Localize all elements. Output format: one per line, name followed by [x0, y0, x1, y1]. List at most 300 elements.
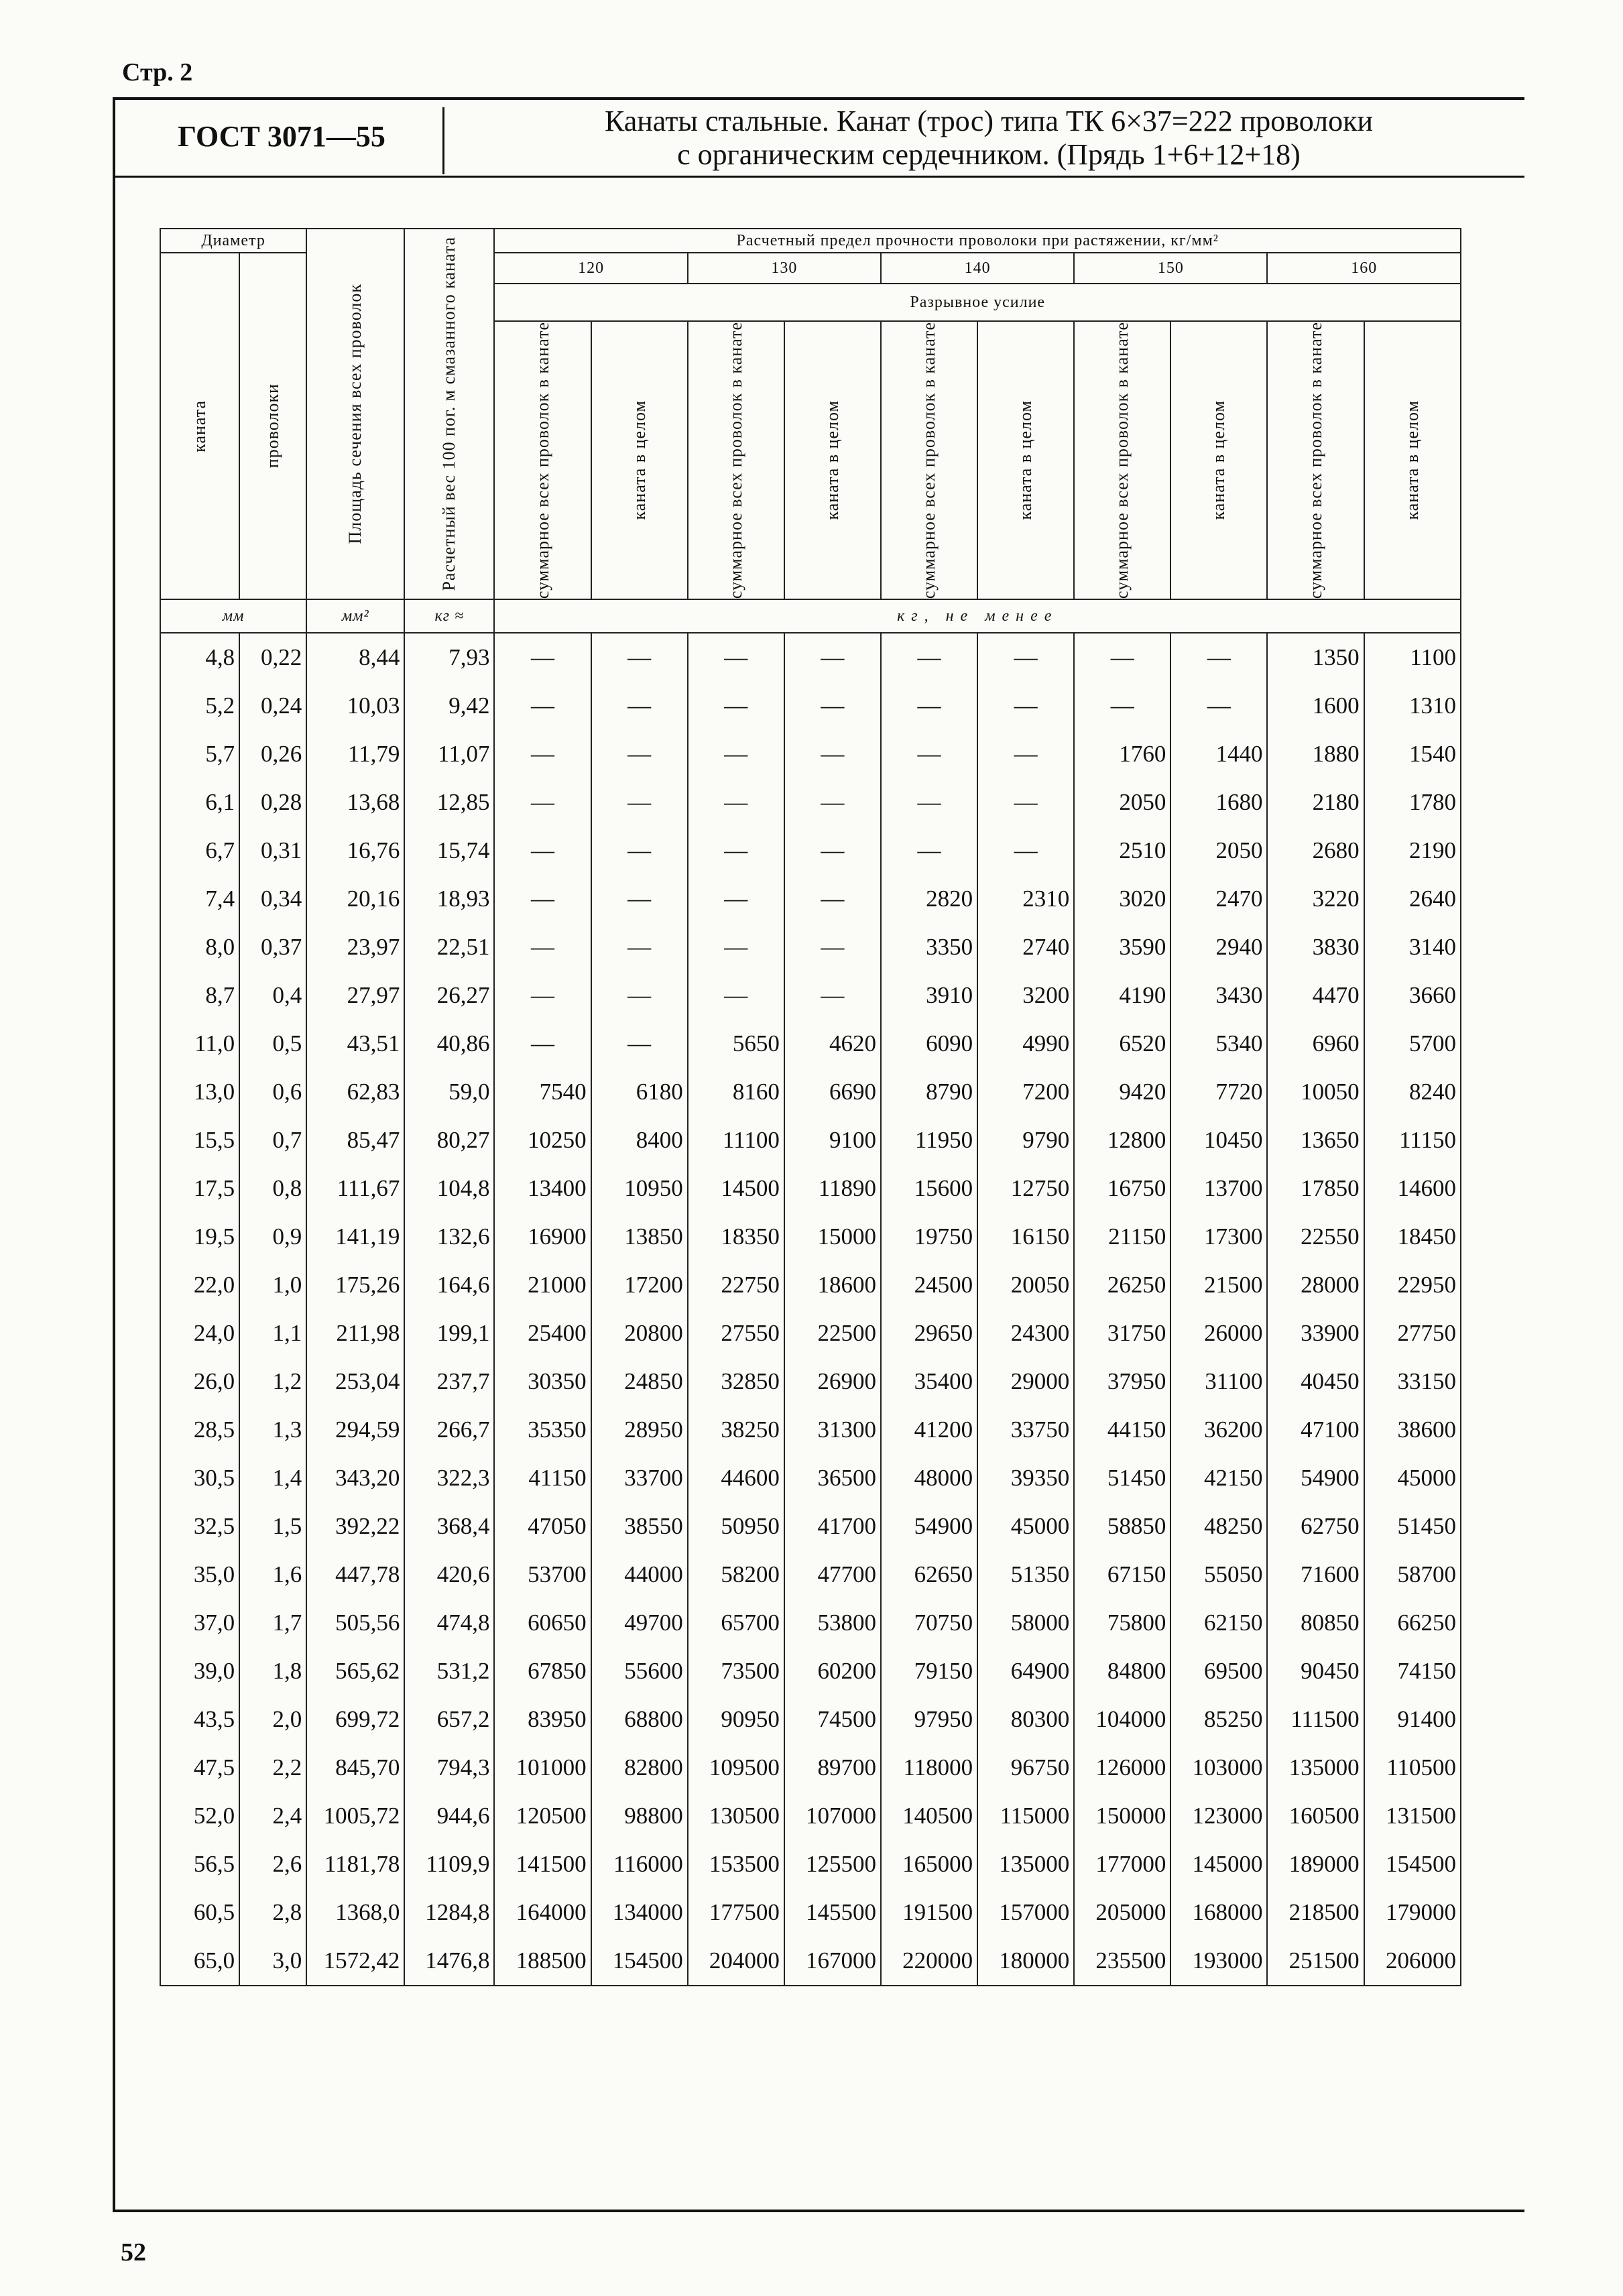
- table-cell: 16900: [494, 1213, 591, 1261]
- table-cell: 20050: [977, 1261, 1074, 1309]
- table-cell: 55050: [1170, 1551, 1267, 1599]
- table-row: [160, 1357, 1461, 1406]
- table-cell: 3220: [1267, 875, 1364, 923]
- table-row: [160, 1261, 1461, 1309]
- table-cell: —: [494, 633, 591, 682]
- area-header: Площадь сечения всех проволок: [306, 229, 404, 599]
- table-cell: 218500: [1267, 1888, 1364, 1937]
- table-cell: —: [784, 923, 881, 971]
- table-cell: 2820: [881, 875, 977, 923]
- table-cell: 58700: [1364, 1551, 1461, 1599]
- table-cell: 125500: [784, 1840, 881, 1888]
- table-cell: 38600: [1364, 1406, 1461, 1454]
- table-cell: 3350: [881, 923, 977, 971]
- table-cell: 1,6: [239, 1551, 306, 1599]
- table-cell: 5700: [1364, 1020, 1461, 1068]
- table-cell: 794,3: [404, 1744, 494, 1792]
- table-cell: 164000: [494, 1888, 591, 1937]
- table-cell: 39,0: [160, 1647, 239, 1695]
- table-cell: —: [977, 682, 1074, 730]
- table-cell: 82800: [591, 1744, 688, 1792]
- table-cell: 11,79: [306, 730, 404, 778]
- table-cell: 19,5: [160, 1213, 239, 1261]
- table-cell: 160500: [1267, 1792, 1364, 1840]
- table-row: [160, 1599, 1461, 1647]
- table-cell: 71600: [1267, 1551, 1364, 1599]
- table-cell: —: [688, 730, 784, 778]
- table-cell: 1780: [1364, 778, 1461, 827]
- table-cell: 1109,9: [404, 1840, 494, 1888]
- table-cell: 60,5: [160, 1888, 239, 1937]
- table-cell: 3200: [977, 971, 1074, 1020]
- table-cell: 31100: [1170, 1357, 1267, 1406]
- table-cell: 24300: [977, 1309, 1074, 1357]
- table-cell: 58000: [977, 1599, 1074, 1647]
- table-row: [160, 730, 1461, 778]
- table-cell: —: [494, 1020, 591, 1068]
- table-cell: 191500: [881, 1888, 977, 1937]
- table-cell: 14500: [688, 1164, 784, 1213]
- table-cell: 44150: [1074, 1406, 1170, 1454]
- table-cell: 62,83: [306, 1068, 404, 1116]
- table-cell: 237,7: [404, 1357, 494, 1406]
- table-cell: 5,7: [160, 730, 239, 778]
- table-cell: 37,0: [160, 1599, 239, 1647]
- diameter-header: Диаметр: [160, 229, 306, 253]
- table-cell: 84800: [1074, 1647, 1170, 1695]
- rope-whole-120: каната в целом: [591, 321, 688, 599]
- table-cell: 1,7: [239, 1599, 306, 1647]
- table-cell: 6180: [591, 1068, 688, 1116]
- table-cell: 109500: [688, 1744, 784, 1792]
- table-row: [160, 1695, 1461, 1744]
- table-cell: 1,5: [239, 1502, 306, 1551]
- table-cell: 20800: [591, 1309, 688, 1357]
- table-cell: 220000: [881, 1937, 977, 1986]
- table-cell: 23,97: [306, 923, 404, 971]
- table-cell: 1100: [1364, 633, 1461, 682]
- table-row: [160, 827, 1461, 875]
- table-cell: 36200: [1170, 1406, 1267, 1454]
- table-row: [160, 1116, 1461, 1164]
- table-cell: 28950: [591, 1406, 688, 1454]
- table-cell: 154500: [591, 1937, 688, 1986]
- table-cell: 8240: [1364, 1068, 1461, 1116]
- table-cell: 27550: [688, 1309, 784, 1357]
- table-cell: 7540: [494, 1068, 591, 1116]
- table-cell: 49700: [591, 1599, 688, 1647]
- table-cell: 206000: [1364, 1937, 1461, 1986]
- table-cell: 505,56: [306, 1599, 404, 1647]
- table-cell: 22500: [784, 1309, 881, 1357]
- table-cell: 6,7: [160, 827, 239, 875]
- table-cell: 4470: [1267, 971, 1364, 1020]
- table-cell: 2,0: [239, 1695, 306, 1744]
- table-cell: 4190: [1074, 971, 1170, 1020]
- table-cell: 2,8: [239, 1888, 306, 1937]
- table-cell: 51350: [977, 1551, 1074, 1599]
- table-cell: 11,07: [404, 730, 494, 778]
- table-row: [160, 778, 1461, 827]
- table-cell: 7200: [977, 1068, 1074, 1116]
- table-cell: 22750: [688, 1261, 784, 1309]
- table-cell: 3020: [1074, 875, 1170, 923]
- table-cell: 69500: [1170, 1647, 1267, 1695]
- table-cell: 97950: [881, 1695, 977, 1744]
- table-cell: 177500: [688, 1888, 784, 1937]
- table-cell: 9790: [977, 1116, 1074, 1164]
- table-cell: —: [1074, 682, 1170, 730]
- table-row: [160, 875, 1461, 923]
- table-cell: 1181,78: [306, 1840, 404, 1888]
- table-cell: 7720: [1170, 1068, 1267, 1116]
- table-cell: 2470: [1170, 875, 1267, 923]
- table-cell: 111500: [1267, 1695, 1364, 1744]
- table-cell: 12800: [1074, 1116, 1170, 1164]
- table-cell: 1284,8: [404, 1888, 494, 1937]
- table-cell: 189000: [1267, 1840, 1364, 1888]
- table-row: [160, 1937, 1461, 1986]
- table-cell: 3910: [881, 971, 977, 1020]
- table-cell: 10050: [1267, 1068, 1364, 1116]
- table-cell: 5340: [1170, 1020, 1267, 1068]
- table-cell: —: [1074, 633, 1170, 682]
- table-cell: —: [688, 923, 784, 971]
- table-cell: 845,70: [306, 1744, 404, 1792]
- table-cell: —: [1170, 633, 1267, 682]
- table-cell: 2740: [977, 923, 1074, 971]
- table-cell: —: [688, 827, 784, 875]
- table-cell: 36500: [784, 1454, 881, 1502]
- table-cell: 657,2: [404, 1695, 494, 1744]
- table-cell: 21500: [1170, 1261, 1267, 1309]
- wire-diameter-header: проволоки: [239, 253, 306, 599]
- table-cell: 392,22: [306, 1502, 404, 1551]
- table-cell: —: [784, 827, 881, 875]
- table-cell: —: [494, 778, 591, 827]
- table-cell: 47050: [494, 1502, 591, 1551]
- table-cell: 14600: [1364, 1164, 1461, 1213]
- sum-all-120: суммарное всех проволок в канате: [494, 321, 591, 599]
- table-cell: 140500: [881, 1792, 977, 1840]
- table-cell: 150000: [1074, 1792, 1170, 1840]
- table-cell: 47,5: [160, 1744, 239, 1792]
- table-cell: 19750: [881, 1213, 977, 1261]
- table-cell: 141,19: [306, 1213, 404, 1261]
- rope-whole-130: каната в целом: [784, 321, 881, 599]
- table-cell: 135000: [1267, 1744, 1364, 1792]
- table-cell: 145500: [784, 1888, 881, 1937]
- table-cell: 6520: [1074, 1020, 1170, 1068]
- table-cell: 2050: [1074, 778, 1170, 827]
- table-cell: 27750: [1364, 1309, 1461, 1357]
- rope-whole-140: каната в целом: [977, 321, 1074, 599]
- table-cell: 42150: [1170, 1454, 1267, 1502]
- table-cell: 22550: [1267, 1213, 1364, 1261]
- table-cell: 40,86: [404, 1020, 494, 1068]
- table-cell: 0,8: [239, 1164, 306, 1213]
- table-cell: 37950: [1074, 1357, 1170, 1406]
- table-cell: —: [784, 730, 881, 778]
- table-cell: 13,68: [306, 778, 404, 827]
- table-cell: —: [881, 633, 977, 682]
- table-cell: 1,4: [239, 1454, 306, 1502]
- table-cell: 60650: [494, 1599, 591, 1647]
- table-body: [160, 633, 1461, 1986]
- sum-all-130: суммарное всех проволок в канате: [688, 321, 784, 599]
- table-cell: —: [591, 1020, 688, 1068]
- table-row: [160, 1020, 1461, 1068]
- strength-header: Расчетный предел прочности проволоки при растяжении, кг/мм²: [494, 229, 1461, 253]
- table-cell: 165000: [881, 1840, 977, 1888]
- table-cell: 3140: [1364, 923, 1461, 971]
- table-cell: 25400: [494, 1309, 591, 1357]
- table-cell: 115000: [977, 1792, 1074, 1840]
- table-cell: —: [977, 633, 1074, 682]
- table-cell: 1540: [1364, 730, 1461, 778]
- table-cell: 9420: [1074, 1068, 1170, 1116]
- table-cell: 80300: [977, 1695, 1074, 1744]
- table-cell: 41700: [784, 1502, 881, 1551]
- table-cell: 13400: [494, 1164, 591, 1213]
- table-cell: 2510: [1074, 827, 1170, 875]
- table-cell: 1880: [1267, 730, 1364, 778]
- table-cell: 205000: [1074, 1888, 1170, 1937]
- table-cell: —: [494, 923, 591, 971]
- strength-130: 130: [688, 253, 881, 284]
- table-cell: 22,51: [404, 923, 494, 971]
- table-cell: 89700: [784, 1744, 881, 1792]
- table-cell: 101000: [494, 1744, 591, 1792]
- table-cell: 8160: [688, 1068, 784, 1116]
- table-cell: —: [881, 730, 977, 778]
- table-cell: 1,0: [239, 1261, 306, 1309]
- table-cell: —: [494, 875, 591, 923]
- table-cell: 33700: [591, 1454, 688, 1502]
- table-cell: 3830: [1267, 923, 1364, 971]
- table-cell: 67850: [494, 1647, 591, 1695]
- rope-whole-160: каната в целом: [1364, 321, 1461, 599]
- table-cell: 2940: [1170, 923, 1267, 971]
- table-cell: 53800: [784, 1599, 881, 1647]
- table-cell: 235500: [1074, 1937, 1170, 1986]
- table-cell: 5,2: [160, 682, 239, 730]
- table-cell: —: [591, 875, 688, 923]
- table-cell: 0,22: [239, 633, 306, 682]
- table-cell: —: [591, 827, 688, 875]
- table-cell: 11950: [881, 1116, 977, 1164]
- table-cell: 41200: [881, 1406, 977, 1454]
- unit-kg: кг ≈: [404, 599, 494, 633]
- table-cell: 0,9: [239, 1213, 306, 1261]
- table-cell: 52,0: [160, 1792, 239, 1840]
- table-cell: 17300: [1170, 1213, 1267, 1261]
- table-cell: 1310: [1364, 682, 1461, 730]
- table-cell: 85,47: [306, 1116, 404, 1164]
- table-cell: 2190: [1364, 827, 1461, 875]
- table-cell: —: [688, 778, 784, 827]
- table-cell: —: [784, 971, 881, 1020]
- table-cell: 531,2: [404, 1647, 494, 1695]
- table-cell: 131500: [1364, 1792, 1461, 1840]
- table-cell: 35350: [494, 1406, 591, 1454]
- table-cell: 11150: [1364, 1116, 1461, 1164]
- footer-rule: [113, 2210, 1524, 2212]
- table-cell: 368,4: [404, 1502, 494, 1551]
- table-cell: 18600: [784, 1261, 881, 1309]
- table-cell: 35400: [881, 1357, 977, 1406]
- table-cell: 65700: [688, 1599, 784, 1647]
- table-cell: 26,0: [160, 1357, 239, 1406]
- table-cell: —: [1170, 682, 1267, 730]
- table-cell: 4620: [784, 1020, 881, 1068]
- table-cell: 0,34: [239, 875, 306, 923]
- document-title: [456, 105, 1522, 172]
- table-cell: 30,5: [160, 1454, 239, 1502]
- table-cell: 130500: [688, 1792, 784, 1840]
- table-cell: 62150: [1170, 1599, 1267, 1647]
- unit-mm: мм: [160, 599, 306, 633]
- table-cell: 62750: [1267, 1502, 1364, 1551]
- table-cell: 8790: [881, 1068, 977, 1116]
- strength-140: 140: [881, 253, 1074, 284]
- table-cell: —: [591, 923, 688, 971]
- table-cell: 80,27: [404, 1116, 494, 1164]
- page-label: Стр. 2: [122, 58, 193, 86]
- table-cell: 73500: [688, 1647, 784, 1695]
- table-cell: 12750: [977, 1164, 1074, 1213]
- table-cell: 2050: [1170, 827, 1267, 875]
- table-cell: 11,0: [160, 1020, 239, 1068]
- table-cell: 44600: [688, 1454, 784, 1502]
- table-cell: 13700: [1170, 1164, 1267, 1213]
- table-cell: 64900: [977, 1647, 1074, 1695]
- table-cell: 65,0: [160, 1937, 239, 1986]
- table-cell: 11100: [688, 1116, 784, 1164]
- table-cell: 4990: [977, 1020, 1074, 1068]
- table-cell: 38250: [688, 1406, 784, 1454]
- table-row: [160, 923, 1461, 971]
- gost-number: ГОСТ 3071—55: [178, 120, 385, 153]
- table-cell: 1,1: [239, 1309, 306, 1357]
- sum-all-160: суммарное всех проволок в канате: [1267, 321, 1364, 599]
- table-cell: 420,6: [404, 1551, 494, 1599]
- table-cell: 2,4: [239, 1792, 306, 1840]
- unit-kg-min: кг, не менее: [494, 599, 1461, 633]
- table-cell: 33750: [977, 1406, 1074, 1454]
- table-cell: 111,67: [306, 1164, 404, 1213]
- table-cell: 0,28: [239, 778, 306, 827]
- table-cell: 47100: [1267, 1406, 1364, 1454]
- table-cell: 2180: [1267, 778, 1364, 827]
- table-cell: 16750: [1074, 1164, 1170, 1213]
- table-cell: 16150: [977, 1213, 1074, 1261]
- table-cell: 26,27: [404, 971, 494, 1020]
- table-cell: 0,26: [239, 730, 306, 778]
- table-cell: 24500: [881, 1261, 977, 1309]
- table-cell: 343,20: [306, 1454, 404, 1502]
- title-line-1: Канаты стальные. Канат (трос) типа ТК 6×37=222 проволоки: [604, 105, 1374, 137]
- table-cell: 70750: [881, 1599, 977, 1647]
- table-cell: —: [494, 827, 591, 875]
- table-row: [160, 682, 1461, 730]
- weight-header: Расчетный вес 100 пог. м смазанного каната: [404, 229, 494, 599]
- table-cell: 6,1: [160, 778, 239, 827]
- table-cell: 1005,72: [306, 1792, 404, 1840]
- table-cell: —: [784, 778, 881, 827]
- table-cell: 177000: [1074, 1840, 1170, 1888]
- table-cell: 18,93: [404, 875, 494, 923]
- table-cell: 91400: [1364, 1695, 1461, 1744]
- table-cell: 43,5: [160, 1695, 239, 1744]
- table-cell: 21000: [494, 1261, 591, 1309]
- table-cell: 26900: [784, 1357, 881, 1406]
- table-cell: 157000: [977, 1888, 1074, 1937]
- strength-160: 160: [1267, 253, 1461, 284]
- table-cell: 103000: [1170, 1744, 1267, 1792]
- table-cell: 74150: [1364, 1647, 1461, 1695]
- table-cell: 67150: [1074, 1551, 1170, 1599]
- table-row: [160, 1888, 1461, 1937]
- table-cell: —: [784, 682, 881, 730]
- table-cell: 116000: [591, 1840, 688, 1888]
- table-cell: 90450: [1267, 1647, 1364, 1695]
- table-cell: —: [494, 730, 591, 778]
- table-cell: 15,74: [404, 827, 494, 875]
- table-cell: 12,85: [404, 778, 494, 827]
- table-cell: 10950: [591, 1164, 688, 1213]
- table-cell: 2310: [977, 875, 1074, 923]
- table-cell: 110500: [1364, 1744, 1461, 1792]
- table-cell: 0,4: [239, 971, 306, 1020]
- table-cell: 21150: [1074, 1213, 1170, 1261]
- table-cell: 0,31: [239, 827, 306, 875]
- sum-all-140: суммарное всех проволок в канате: [881, 321, 977, 599]
- table-cell: 32,5: [160, 1502, 239, 1551]
- table-row: [160, 1406, 1461, 1454]
- table-cell: 45000: [1364, 1454, 1461, 1502]
- table-cell: 98800: [591, 1792, 688, 1840]
- table-cell: 7,4: [160, 875, 239, 923]
- table-cell: 27,97: [306, 971, 404, 1020]
- table-cell: 6090: [881, 1020, 977, 1068]
- table-cell: 944,6: [404, 1792, 494, 1840]
- table-cell: 16,76: [306, 827, 404, 875]
- table-cell: 54900: [1267, 1454, 1364, 1502]
- table-cell: 126000: [1074, 1744, 1170, 1792]
- table-cell: 179000: [1364, 1888, 1461, 1937]
- table-cell: 9100: [784, 1116, 881, 1164]
- table-cell: —: [591, 682, 688, 730]
- table-cell: 68800: [591, 1695, 688, 1744]
- table-row: [160, 633, 1461, 682]
- table-row: [160, 1068, 1461, 1116]
- table-cell: 96750: [977, 1744, 1074, 1792]
- table-cell: 266,7: [404, 1406, 494, 1454]
- table-cell: 1476,8: [404, 1937, 494, 1986]
- table-cell: 48000: [881, 1454, 977, 1502]
- header-bottom-rule: [113, 176, 1524, 178]
- table-cell: 10,03: [306, 682, 404, 730]
- table-cell: 204000: [688, 1937, 784, 1986]
- table-cell: 3,0: [239, 1937, 306, 1986]
- table-cell: 7,93: [404, 633, 494, 682]
- strength-120: 120: [494, 253, 687, 284]
- table-cell: 132,6: [404, 1213, 494, 1261]
- table-cell: 5650: [688, 1020, 784, 1068]
- table-cell: —: [591, 633, 688, 682]
- table-cell: 48250: [1170, 1502, 1267, 1551]
